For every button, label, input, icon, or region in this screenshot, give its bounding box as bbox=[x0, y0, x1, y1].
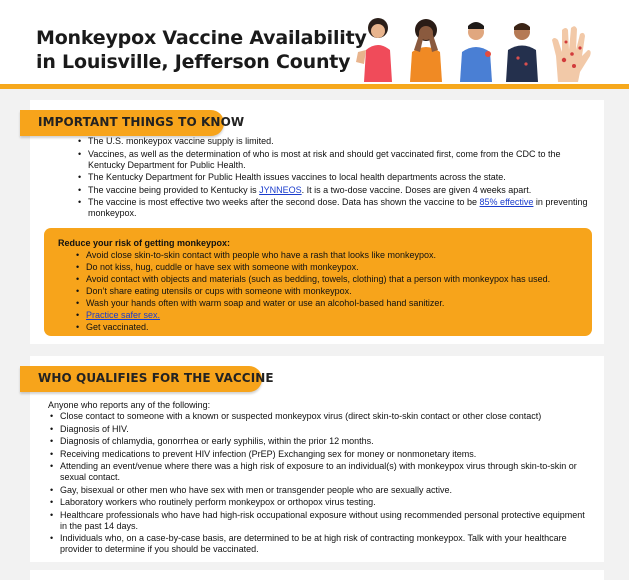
list-item: • Get vaccinated. bbox=[86, 322, 586, 333]
next-section-card bbox=[30, 570, 604, 580]
reduce-risk-list bbox=[86, 250, 586, 334]
section-heading-qualifies: WHO QUALIFIES FOR THE VACCINE bbox=[20, 366, 262, 392]
list-item: • Diagnosis of chlamydia, gonorrhea or early syphilis, within the prior 12 months. bbox=[60, 436, 590, 447]
list-item: • Close contact to someone with a known or suspected monkeypox virus (direct skin-to-skin contact or other close contact) bbox=[60, 411, 590, 422]
list-item: • The vaccine being provided to Kentucky is JYNNEOS. It is a two-dose vaccine. Doses are given 4 weeks apart. bbox=[88, 185, 588, 196]
title-line-1: Monkeypox Vaccine Availability bbox=[36, 27, 367, 49]
list-item: • Don’t share eating utensils or cups with someone with monkeypox. bbox=[86, 286, 586, 297]
list-item: • Do not kiss, hug, cuddle or have sex with someone with monkeypox. bbox=[86, 262, 586, 273]
jynneos-link[interactable]: JYNNEOS bbox=[259, 184, 302, 195]
list-item: • Healthcare professionals who have had high-risk occupational exposure without using recommended personal protective equipment in the past 14 days. bbox=[60, 510, 590, 532]
safer-sex-link[interactable]: Practice safer sex. bbox=[86, 310, 161, 320]
hand-with-rash-illustration bbox=[552, 26, 591, 82]
people-illustration bbox=[352, 12, 592, 82]
list-item: • Laboratory workers who routinely perform monkeypox or orthopox virus testing. bbox=[60, 497, 590, 508]
list-item: • Attending an event/venue where there was a high risk of exposure to an individual(s) with monkeypox virus through skin-to-skin or sexual contact. bbox=[60, 461, 590, 483]
woman-illustration bbox=[356, 18, 392, 82]
list-item: • Wash your hands often with warm soap and water or use an alcohol-based hand sanitizer. bbox=[86, 298, 586, 309]
reduce-risk-box bbox=[44, 228, 592, 336]
list-item: • The Kentucky Department for Public Health issues vaccines to local health departments across the state. bbox=[88, 172, 588, 183]
reduce-risk-title: Reduce your risk of getting monkeypox: bbox=[58, 238, 231, 248]
list-item: • Gay, bisexual or other men who have sex with men or transgender people who are sexually active. bbox=[60, 485, 590, 496]
important-things-card bbox=[30, 100, 604, 344]
page-title bbox=[36, 26, 367, 74]
list-item: • The vaccine is most effective two weeks after the second dose. Data has shown the vaccine to be 85% effective in preventing monkeypox. bbox=[88, 197, 588, 219]
important-things-list bbox=[88, 136, 588, 221]
title-line-2: in Louisville, Jefferson County bbox=[36, 51, 351, 73]
who-qualifies-card bbox=[30, 356, 604, 562]
list-item bbox=[86, 310, 586, 321]
distressed-person-illustration bbox=[410, 19, 442, 82]
man-with-sore-arm-illustration bbox=[460, 22, 492, 82]
qualifies-intro: Anyone who reports any of the following: bbox=[48, 400, 211, 410]
list-item: • Avoid contact with objects and materials (such as bedding, towels, clothing) that a person with monkeypox has used. bbox=[86, 274, 586, 285]
list-item: • Vaccines, as well as the determination of who is most at risk and should get vaccinated first, come from the CDC to the Kentucky Department for Public Health. bbox=[88, 149, 588, 171]
header-divider bbox=[0, 84, 629, 89]
list-item: • Avoid close skin-to-skin contact with people who have a rash that looks like monkeypox. bbox=[86, 250, 586, 261]
qualifies-list bbox=[60, 411, 590, 557]
list-item: • The U.S. monkeypox vaccine supply is limited. bbox=[88, 136, 588, 147]
list-item: • Individuals who, on a case-by-case basis, are determined to be at high risk of contracting monkeypox. Talk with your healthcare provider to determine if you should be vaccinated. bbox=[60, 533, 590, 555]
effectiveness-link[interactable]: 85% effective bbox=[479, 197, 534, 207]
man-standing-illustration bbox=[506, 23, 538, 82]
page-header bbox=[0, 0, 629, 84]
list-item: • Receiving medications to prevent HIV infection (PrEP) Exchanging sex for money or nonmonetary items. bbox=[60, 449, 590, 460]
section-heading-important: IMPORTANT THINGS TO KNOW bbox=[20, 110, 224, 136]
list-item: • Diagnosis of HIV. bbox=[60, 424, 590, 435]
